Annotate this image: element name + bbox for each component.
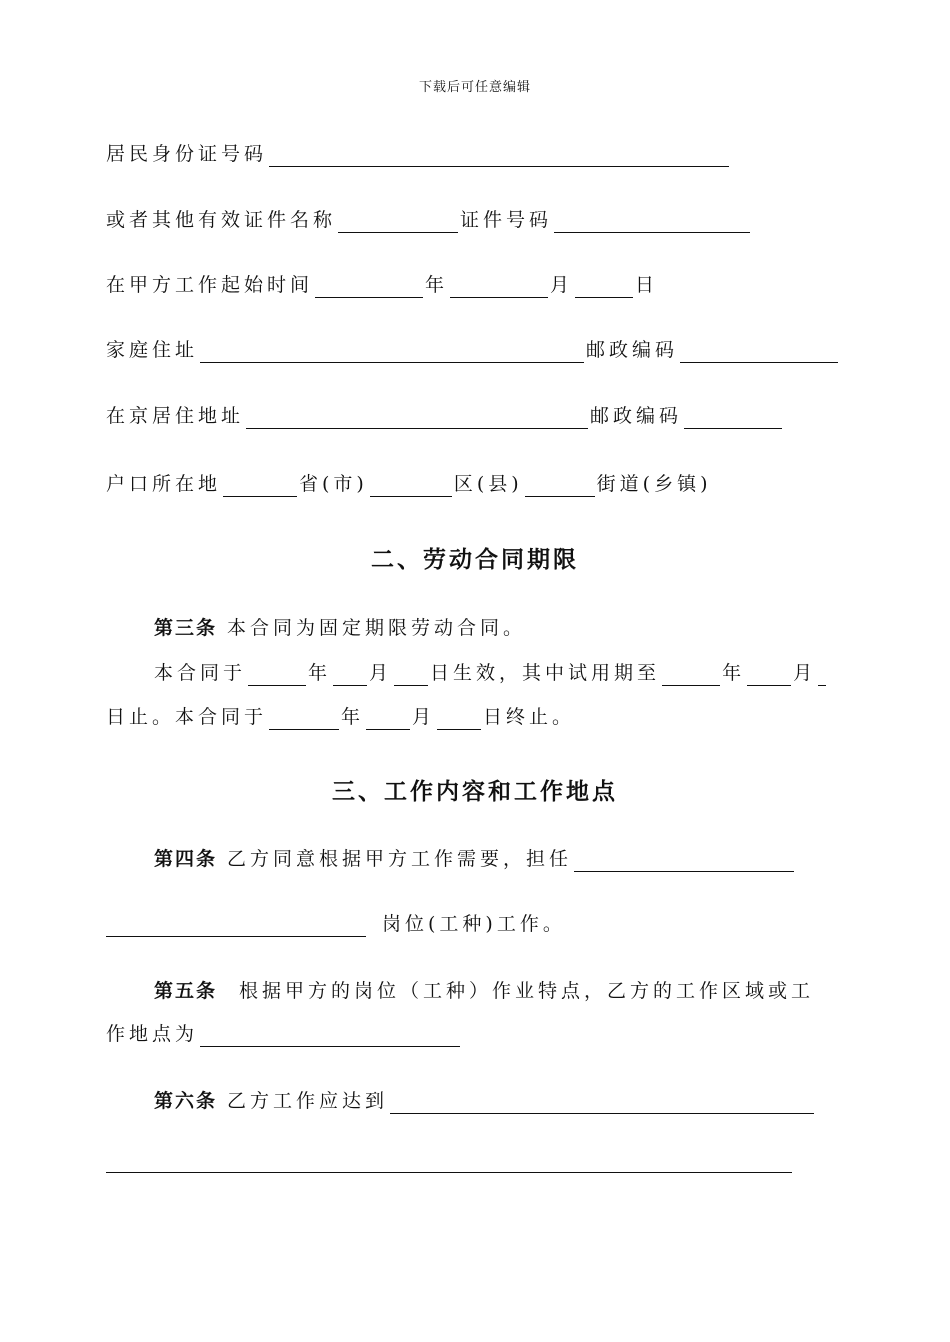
article-3-label: 第三条 [154,617,218,639]
province-label: 省(市) [299,473,368,495]
home-address-label: 家庭住址 [106,339,199,361]
home-postcode-blank[interactable] [680,340,838,363]
end-suffix: 日终止。 [483,706,576,728]
id-no-label: 证件号码 [460,209,553,231]
beijing-postcode-label: 邮政编码 [590,405,683,427]
start-day-blank[interactable] [575,275,633,298]
effective-year-blank[interactable] [248,663,306,686]
beijing-address-label: 在京居住地址 [106,405,245,427]
article-6-continuation-blank[interactable] [106,1172,792,1173]
end-prefix: 日止。本合同于 [106,706,268,728]
effective-day-blank[interactable] [394,663,428,686]
section-2-heading: 二、劳动合同期限 [371,547,579,573]
home-address-line [106,337,840,363]
beijing-address-line [106,403,784,429]
article-5-line [154,978,814,1004]
hukou-district-blank[interactable] [370,474,452,497]
trial-day-blank[interactable] [818,663,826,686]
effective-month-blank[interactable] [333,663,367,686]
end-date-line [106,704,575,730]
article-6-text: 乙方工作应达到 [227,1090,389,1112]
start-time-line [106,272,658,298]
beijing-postcode-blank[interactable] [684,406,782,429]
article-4-tail: 岗位(工种)工作。 [382,913,566,935]
trial-month-blank[interactable] [747,663,791,686]
end-month-blank[interactable] [366,707,410,730]
article-5-label: 第五条 [154,980,218,1002]
start-time-label: 在甲方工作起始时间 [106,274,314,296]
article-5-cont-line [106,1021,462,1047]
effective-prefix: 本合同于 [154,662,247,684]
other-id-name-blank[interactable] [338,210,458,233]
home-address-blank[interactable] [200,340,584,363]
district-label: 区(县) [453,473,523,495]
effective-month-label: 月 [369,662,393,684]
hukou-street-blank[interactable] [525,474,595,497]
year-label: 年 [425,274,449,296]
end-year-blank[interactable] [269,707,339,730]
start-month-blank[interactable] [450,275,548,298]
article-5-tail: 作地点为 [106,1023,199,1045]
other-id-line [106,207,752,233]
hukou-label: 户口所在地 [106,473,222,495]
home-postcode-label: 邮政编码 [586,339,679,361]
effective-year-label: 年 [308,662,332,684]
article-4-label: 第四条 [154,848,218,870]
article-6-label: 第六条 [154,1090,218,1112]
trial-year-blank[interactable] [662,663,720,686]
beijing-address-blank[interactable] [246,406,588,429]
id-number-label: 居民身份证号码 [106,143,268,165]
hukou-province-blank[interactable] [223,474,297,497]
article-4-cont-line [106,911,566,937]
street-label: 街道(乡镇) [596,473,712,495]
article-4-text: 乙方同意根据甲方工作需要，担任 [227,848,573,870]
id-number-blank[interactable] [269,144,729,167]
effective-date-line [154,660,828,686]
section-3-heading: 三、工作内容和工作地点 [332,779,618,805]
article-4-post-blank[interactable] [574,849,794,872]
hukou-line [106,471,712,497]
id-number-line [106,141,731,167]
end-day-blank[interactable] [437,707,481,730]
article-3-text: 本合同为固定期限劳动合同。 [227,617,527,639]
trial-month-label: 月 [793,662,817,684]
page-header: 下载后可任意编辑 [418,80,531,95]
article-4-line [154,846,796,872]
article-6-line [154,1088,816,1114]
effective-mid: 日生效，其中试用期至 [430,662,661,684]
day-label: 日 [635,274,659,296]
start-year-blank[interactable] [315,275,423,298]
end-year-label: 年 [341,706,365,728]
article-4-post-blank-2[interactable] [106,914,366,937]
month-label: 月 [550,274,574,296]
trial-year-label: 年 [722,662,746,684]
article-5-location-blank[interactable] [200,1024,460,1047]
article-6-standard-blank[interactable] [390,1091,814,1114]
article-5-text: 根据甲方的岗位（工种）作业特点，乙方的工作区域或工 [239,980,815,1002]
end-month-label: 月 [412,706,436,728]
article-3-line [154,615,526,641]
id-no-blank[interactable] [554,210,750,233]
other-id-label: 或者其他有效证件名称 [106,209,337,231]
